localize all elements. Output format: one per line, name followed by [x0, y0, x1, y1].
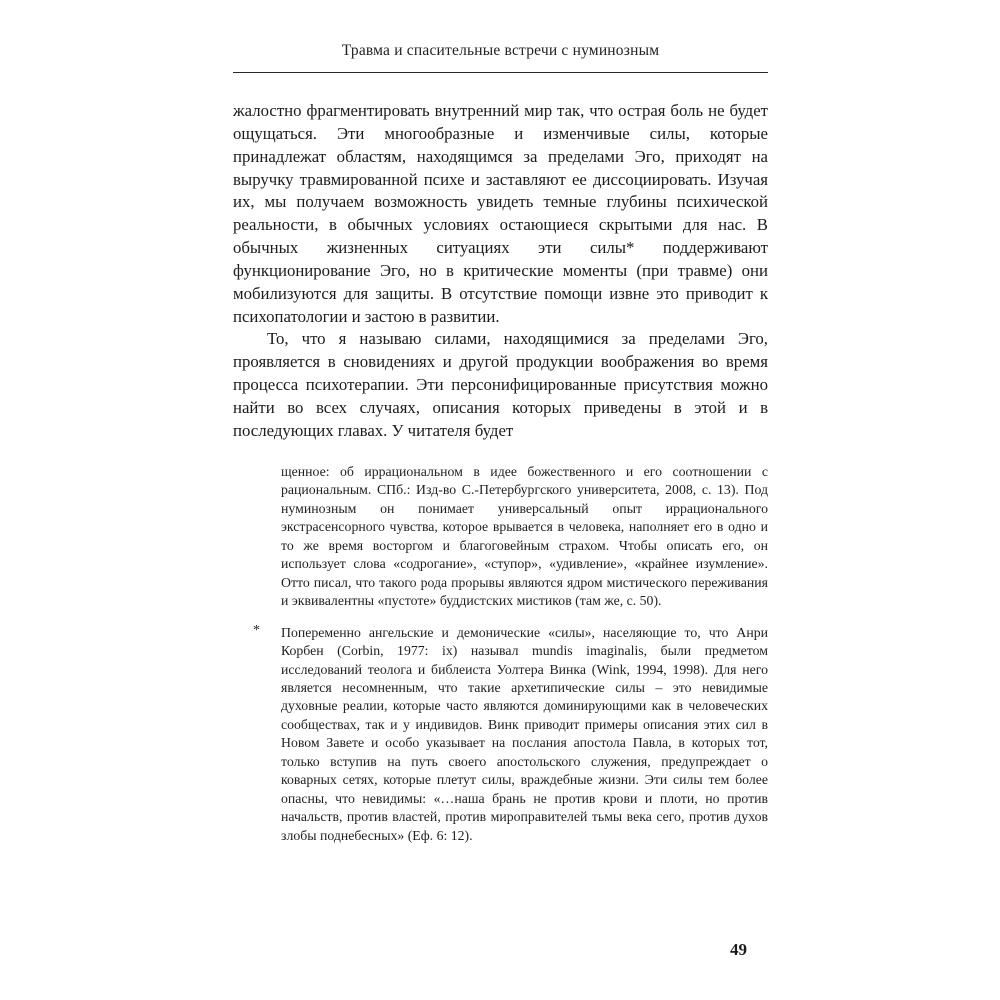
page-number: 49	[730, 940, 747, 959]
running-header: Травма и спасительные встречи с нуминозным	[233, 42, 768, 73]
footnote-marker: *	[253, 622, 260, 638]
footnotes-block	[233, 463, 768, 846]
body-paragraph: жалостно фрагментировать внутренний мир так, что острая боль не будет ощущаться. Эти многообразные и изменчивые силы, которые принадлежат областям, находящимся за пределами Эго, приходят на выручку травмированной психе и заставляют ее диссоциировать. Изучая их, мы получаем возможность увидеть темные глубины психической реальности, в обычных условиях остающиеся скрытыми для нас. В обычных жизненных ситуациях эти силы* поддерживают функционирование Эго, но в критические моменты (при травме) они мобилизуются для защиты. В отсутствие помощи извне это приводит к психопатологии и застою в развитии.	[233, 101, 768, 326]
body-paragraph: То, что я называю силами, находящимися за пределами Эго, проявляется в сновидениях и другой продукции воображения во время процесса психотерапии. Эти персонифицированные присутствия можно найти во всех случаях, описания которых приведены в этой и в последующих главах. У читателя будет	[233, 329, 768, 440]
main-text-block	[233, 100, 768, 443]
footnote-asterisk	[253, 622, 768, 846]
footnote-continuation	[281, 463, 768, 611]
footnote-text: Попеременно ангельские и демонические «силы», населяющие то, что Анри Корбен (Corbin, 1977: ix) называл mundis imaginalis, были предметом исследований теолога и библеиста Уолтера Винка (Wink, 1994, 1998). Для него является несомненным, что такие архетипические силы – это невидимые духовные реалии, которые часто являются доминирующими как в человеческих сообществах, так и у индивидов. Винк приводит примеры описания этих сил в Новом Завете и особо указывает на послания апостола Павла, в которых тот, только вступив на путь своего апостольского служения, предупреждает о коварных сетях, которые плетут силы, враждебные жизни. Эти силы тем более опасны, что невидимы: «…наша брань не против крови и плоти, но против начальств, против властей, против мироправителей тьмы века сего, против духов злобы поднебесных» (Еф. 6: 12).	[281, 624, 768, 843]
footnote-text: щенное: об иррациональном в идее божественного и его соотношении с рациональным. СПб.: Изд-во С.-Петербургского университета, 2008, с. 13). Под нуминозным он понимает универсальный опыт иррационального экстрасенсорного чувства, которое врывается в человека, наполняет его в одно и то же время восторгом и благоговейным страхом. Чтобы описать его, он использует слова «содрогание», «ступор», «удивление», «крайнее изумление». Отто писал, что такого рода прорывы являются ядром мистического переживания и эквивалентны «пустоте» буддистских мистиков (там же, с. 50).	[281, 463, 768, 609]
page-content	[233, 42, 768, 845]
